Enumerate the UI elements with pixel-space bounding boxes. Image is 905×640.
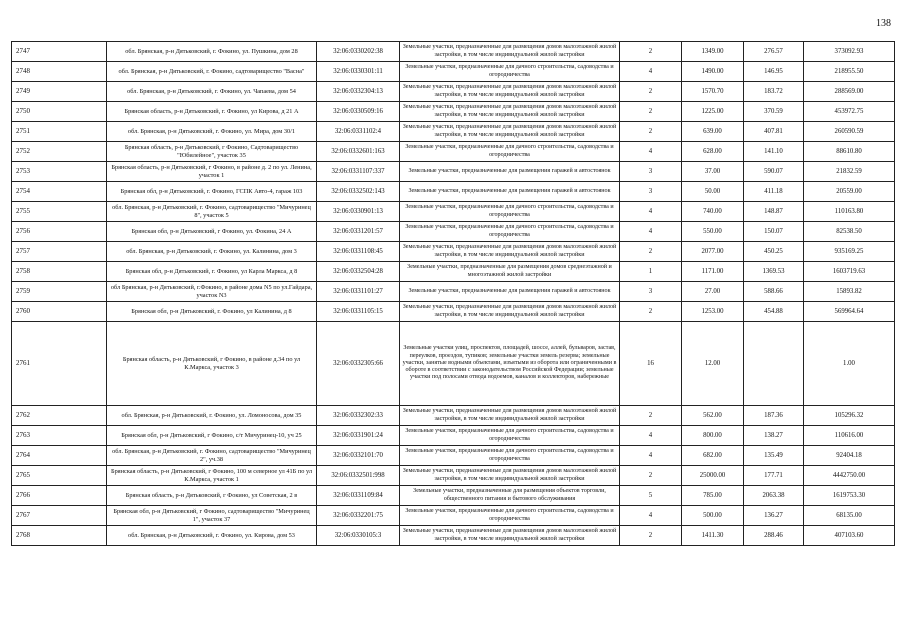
category-cell: 3 [620,182,682,202]
address-cell: обл. Брянская, р-н Дятьковский, г. Фокино, ул. Ломоносова, дом 35 [107,406,317,426]
value-cell: 110616.00 [804,426,895,446]
table-row [12,62,895,82]
row-number: 2765 [12,466,107,486]
category-cell: 4 [620,142,682,162]
rate-cell: 588.66 [744,282,804,302]
area-cell: 1490.00 [682,62,744,82]
row-number: 2761 [12,322,107,406]
land-use-cell: Земельные участки, предназначенные для дачного строительства, садоводства и огородничества [400,62,620,82]
land-use-cell: Земельные участки, предназначенные для размещения домов малоэтажной жилой застройки, в том числе индивидуальной жилой застройки [400,302,620,322]
rate-cell: 177.71 [744,466,804,486]
address-cell: Брянская обл, р-н Дятьковский, г. Фокино, ул Карла Маркса, д 8 [107,262,317,282]
area-cell: 628.00 [682,142,744,162]
category-cell: 2 [620,102,682,122]
table-row [12,182,895,202]
cadastral-number-cell: 32:06:0330901:13 [317,202,400,222]
value-cell: 82538.50 [804,222,895,242]
row-number: 2758 [12,262,107,282]
address-cell: Брянская область, р-н Дятьковский, г. Фокино, ул Кирова, д 21 А [107,102,317,122]
address-cell: Брянская обл, р-н Дятьковский, г Фокино, с/т Мичуринец-10, уч 25 [107,426,317,446]
value-cell: 260590.59 [804,122,895,142]
rate-cell: 450.25 [744,242,804,262]
table-row [12,262,895,282]
table-row [12,406,895,426]
land-use-cell: Земельные участки, предназначенные для размещения домов малоэтажной жилой застройки, в том числе индивидуальной жилой застройки [400,122,620,142]
table-row [12,446,895,466]
value-cell: 20559.00 [804,182,895,202]
area-cell: 27.00 [682,282,744,302]
category-cell: 3 [620,282,682,302]
row-number: 2753 [12,162,107,182]
table-row [12,102,895,122]
land-use-cell: Земельные участки, предназначенные для дачного строительства, садоводства и огородничества [400,426,620,446]
area-cell: 639.00 [682,122,744,142]
area-cell: 562.00 [682,406,744,426]
address-cell: обл Брянская, р-н Дятьковский, г.Фокино, в районе дома N5 по ул.Гайдара, участок N3 [107,282,317,302]
address-cell: Брянская область, р-н Дятьковский, г Фокино, в районе д.34 по ул К.Маркса, участок 3 [107,322,317,406]
table-row [12,506,895,526]
area-cell: 50.00 [682,182,744,202]
category-cell: 1 [620,262,682,282]
row-number: 2750 [12,102,107,122]
value-cell: 569964.64 [804,302,895,322]
address-cell: обл. Брянская, р-н Дятьковский, г. Фокино, ул. Пушкина, дом 28 [107,42,317,62]
cadastral-number-cell: 32:06:0331201:57 [317,222,400,242]
row-number: 2757 [12,242,107,262]
area-cell: 12.00 [682,322,744,406]
category-cell: 4 [620,202,682,222]
cadastral-number-cell: 32:06:0331105:15 [317,302,400,322]
land-use-cell: Земельные участки, предназначенные для размещения домов малоэтажной жилой застройки, в том числе индивидуальной жилой застройки [400,526,620,546]
table-row [12,122,895,142]
row-number: 2766 [12,486,107,506]
table-row [12,322,895,406]
category-cell: 2 [620,302,682,322]
rate-cell: 136.27 [744,506,804,526]
rate-cell: 135.49 [744,446,804,466]
cadastral-number-cell: 32:06:0331109:84 [317,486,400,506]
category-cell: 2 [620,406,682,426]
area-cell: 500.00 [682,506,744,526]
table-row [12,202,895,222]
land-parcels-table [11,41,895,546]
category-cell: 2 [620,242,682,262]
rate-cell: 183.72 [744,82,804,102]
rate-cell: 187.36 [744,406,804,426]
rate-cell: 288.46 [744,526,804,546]
rate-cell: 2063.38 [744,486,804,506]
cadastral-number-cell: 32:06:0332305:66 [317,322,400,406]
cadastral-number-cell: 32:06:0332601:163 [317,142,400,162]
area-cell: 37.00 [682,162,744,182]
address-cell: Брянская обл, р-н Дятьковский, г Фокино, садтоварищество "Мичуринец 1", участок 37 [107,506,317,526]
category-cell: 4 [620,222,682,242]
cadastral-number-cell: 32:06:0332304:13 [317,82,400,102]
area-cell: 1171.00 [682,262,744,282]
land-use-cell: Земельные участки, предназначенные для размещения домов малоэтажной жилой застройки, в том числе индивидуальной жилой застройки [400,42,620,62]
value-cell: 21832.59 [804,162,895,182]
area-cell: 785.00 [682,486,744,506]
cadastral-number-cell: 32:06:0330202:38 [317,42,400,62]
cadastral-number-cell: 32:06:0332302:33 [317,406,400,426]
land-use-cell: Земельные участки, предназначенные для дачного строительства, садоводства и огородничества [400,222,620,242]
row-number: 2749 [12,82,107,102]
cadastral-number-cell: 32:06:0332502:143 [317,182,400,202]
cadastral-number-cell: 32:06:0331107:337 [317,162,400,182]
land-use-cell: Земельные участки, предназначенные для размещения гаражей и автостоянок [400,282,620,302]
row-number: 2760 [12,302,107,322]
table-row [12,142,895,162]
cadastral-number-cell: 32:06:0330509:16 [317,102,400,122]
row-number: 2751 [12,122,107,142]
address-cell: Брянская область, р-н Дятьковский, г Фокино, Садтоварищество "Юбилейное", участок 35 [107,142,317,162]
rate-cell: 141.10 [744,142,804,162]
value-cell: 68135.00 [804,506,895,526]
address-cell: обл. Брянская, р-н Дятьковский, г. Фокино, садтоварищество "Васна" [107,62,317,82]
value-cell: 1619753.30 [804,486,895,506]
row-number: 2752 [12,142,107,162]
value-cell: 218955.50 [804,62,895,82]
rate-cell: 1369.53 [744,262,804,282]
row-number: 2767 [12,506,107,526]
row-number: 2759 [12,282,107,302]
address-cell: Брянская обл, р-н Дятьковский, г Фокино, ул. Фокина, 24 А [107,222,317,242]
land-use-cell: Земельные участки, предназначенные для дачного строительства, садоводства и огородничества [400,202,620,222]
category-cell: 2 [620,42,682,62]
rate-cell [744,322,804,406]
land-use-cell: Земельные участки, предназначенные для размещения домов малоэтажной жилой застройки, в том числе индивидуальной жилой застройки [400,466,620,486]
table-row [12,486,895,506]
category-cell: 2 [620,466,682,486]
address-cell: обл. Брянская, р-н Дятьковский, г. Фокино, садтоварищество "Мичуринец 8", участок 5 [107,202,317,222]
value-cell: 4442750.00 [804,466,895,486]
table-row [12,526,895,546]
category-cell: 4 [620,506,682,526]
category-cell: 4 [620,62,682,82]
table-row [12,222,895,242]
land-use-cell: Земельные участки, предназначенные для дачного строительства, садоводства и огородничества [400,446,620,466]
table-row [12,466,895,486]
address-cell: Брянская область, р-н Дятьковский, г Фокино, 100 м северное ул 41Б по ул К.Маркса, участок 1 [107,466,317,486]
land-use-cell: Земельные участки, предназначенные для дачного строительства, садоводства и огородничества [400,506,620,526]
category-cell: 5 [620,486,682,506]
value-cell: 15893.82 [804,282,895,302]
area-cell: 800.00 [682,426,744,446]
rate-cell: 411.18 [744,182,804,202]
land-use-cell: Земельные участки, предназначенные для размещения домов малоэтажной жилой застройки, в том числе индивидуальной жилой застройки [400,406,620,426]
value-cell: 373092.93 [804,42,895,62]
row-number: 2763 [12,426,107,446]
category-cell: 2 [620,82,682,102]
rate-cell: 454.88 [744,302,804,322]
address-cell: обл. Брянская, р-н Дятьковский, г. Фокино, ул. Мира, дом 30/1 [107,122,317,142]
land-use-cell: Земельные участки улиц, проспектов, площадей, шоссе, аллей, бульваров, застав, переулков, проездов, тупиков; земельные участки земель резерва; земельные участки, занятые водными объектами, изъятыми из оборота или ограниченными в обороте в соответствии с законодательством Российской Федерации; земельные участки под полосами отвода водоемов, каналов и коллекторов, набережные [400,322,620,406]
cadastral-number-cell: 32:06:0330105:3 [317,526,400,546]
row-number: 2754 [12,182,107,202]
table-row [12,282,895,302]
cadastral-number-cell: 32:06:0331102:4 [317,122,400,142]
area-cell: 740.00 [682,202,744,222]
cadastral-number-cell: 32:06:0330301:11 [317,62,400,82]
row-number: 2762 [12,406,107,426]
area-cell: 550.00 [682,222,744,242]
rate-cell: 590.07 [744,162,804,182]
area-cell: 2077.00 [682,242,744,262]
address-cell: Брянская область, р-н Дятьковский, г Фокино, ул Советская, 2 в [107,486,317,506]
rate-cell: 276.57 [744,42,804,62]
value-cell: 92404.18 [804,446,895,466]
address-cell: обл. Брянская, р-н Дятьковский, г. Фокино, садтоварищество "Мичуринец 2", уч.38 [107,446,317,466]
category-cell: 2 [620,526,682,546]
rate-cell: 150.07 [744,222,804,242]
page-number: 138 [876,18,891,29]
area-cell: 1411.30 [682,526,744,546]
area-cell: 1570.70 [682,82,744,102]
rate-cell: 146.95 [744,62,804,82]
land-use-cell: Земельные участки, предназначенные для размещения домов малоэтажной жилой застройки, в том числе индивидуальной жилой застройки [400,102,620,122]
value-cell: 88610.80 [804,142,895,162]
address-cell: Брянская обл, р-н Дятьковский, г. Фокино, ГСПК Авто-4, гараж 103 [107,182,317,202]
value-cell: 1.00 [804,322,895,406]
rate-cell: 138.27 [744,426,804,446]
value-cell: 407103.60 [804,526,895,546]
rate-cell: 148.87 [744,202,804,222]
value-cell: 453972.75 [804,102,895,122]
table-row [12,426,895,446]
cadastral-number-cell: 32:06:0332504:28 [317,262,400,282]
value-cell: 1603719.63 [804,262,895,282]
land-use-cell: Земельные участки, предназначенные для дачного строительства, садоводства и огородничества [400,142,620,162]
cadastral-number-cell: 32:06:0331101:27 [317,282,400,302]
cadastral-number-cell: 32:06:0332501:998 [317,466,400,486]
category-cell: 4 [620,426,682,446]
address-cell: Брянская область, р-н Дятьковский, г Фокино, в районе д. 2 по ул. Ленина, участок 1 [107,162,317,182]
table-row [12,162,895,182]
area-cell: 1253.00 [682,302,744,322]
address-cell: обл. Брянская, р-н Дятьковский, г. Фокино, ул. Калинина, дом 3 [107,242,317,262]
cadastral-number-cell: 32:06:0331901:24 [317,426,400,446]
land-use-cell: Земельные участки, предназначенные для размещения домов среднеэтажной и многоэтажной жилой застройки [400,262,620,282]
row-number: 2768 [12,526,107,546]
land-use-cell: Земельные участки, предназначенные для размещения гаражей и автостоянок [400,182,620,202]
row-number: 2747 [12,42,107,62]
category-cell: 4 [620,446,682,466]
category-cell: 2 [620,122,682,142]
row-number: 2756 [12,222,107,242]
address-cell: обл. Брянская, р-н Дятьковский, г. Фокино, ул. Чапаева, дом 54 [107,82,317,102]
category-cell: 3 [620,162,682,182]
cadastral-number-cell: 32:06:0332101:70 [317,446,400,466]
cadastral-number-cell: 32:06:0332201:75 [317,506,400,526]
land-use-cell: Земельные участки, предназначенные для размещения объектов торговли, общественного питания и бытового обслуживания [400,486,620,506]
value-cell: 110163.80 [804,202,895,222]
row-number: 2764 [12,446,107,466]
table-row [12,302,895,322]
area-cell: 1225.00 [682,102,744,122]
address-cell: обл. Брянская, р-н Дятьковский, г. Фокино, ул. Кирова, дом 53 [107,526,317,546]
address-cell: Брянская обл, р-н Дятьковский, г. Фокино, ул Калинина, д 8 [107,302,317,322]
table-row [12,42,895,62]
land-use-cell: Земельные участки, предназначенные для размещения домов малоэтажной жилой застройки, в том числе индивидуальной жилой застройки [400,242,620,262]
area-cell: 682.00 [682,446,744,466]
land-use-cell: Земельные участки, предназначенные для размещения домов малоэтажной жилой застройки, в том числе индивидуальной жилой застройки [400,82,620,102]
value-cell: 105296.32 [804,406,895,426]
table-row [12,82,895,102]
cadastral-number-cell: 32:06:0331108:45 [317,242,400,262]
land-use-cell: Земельные участки, предназначенные для размещения гаражей и автостоянок [400,162,620,182]
row-number: 2755 [12,202,107,222]
area-cell: 25000.00 [682,466,744,486]
table-row [12,242,895,262]
row-number: 2748 [12,62,107,82]
table-body [12,42,895,546]
value-cell: 288569.00 [804,82,895,102]
area-cell: 1349.00 [682,42,744,62]
rate-cell: 407.81 [744,122,804,142]
rate-cell: 370.59 [744,102,804,122]
value-cell: 935169.25 [804,242,895,262]
category-cell: 16 [620,322,682,406]
